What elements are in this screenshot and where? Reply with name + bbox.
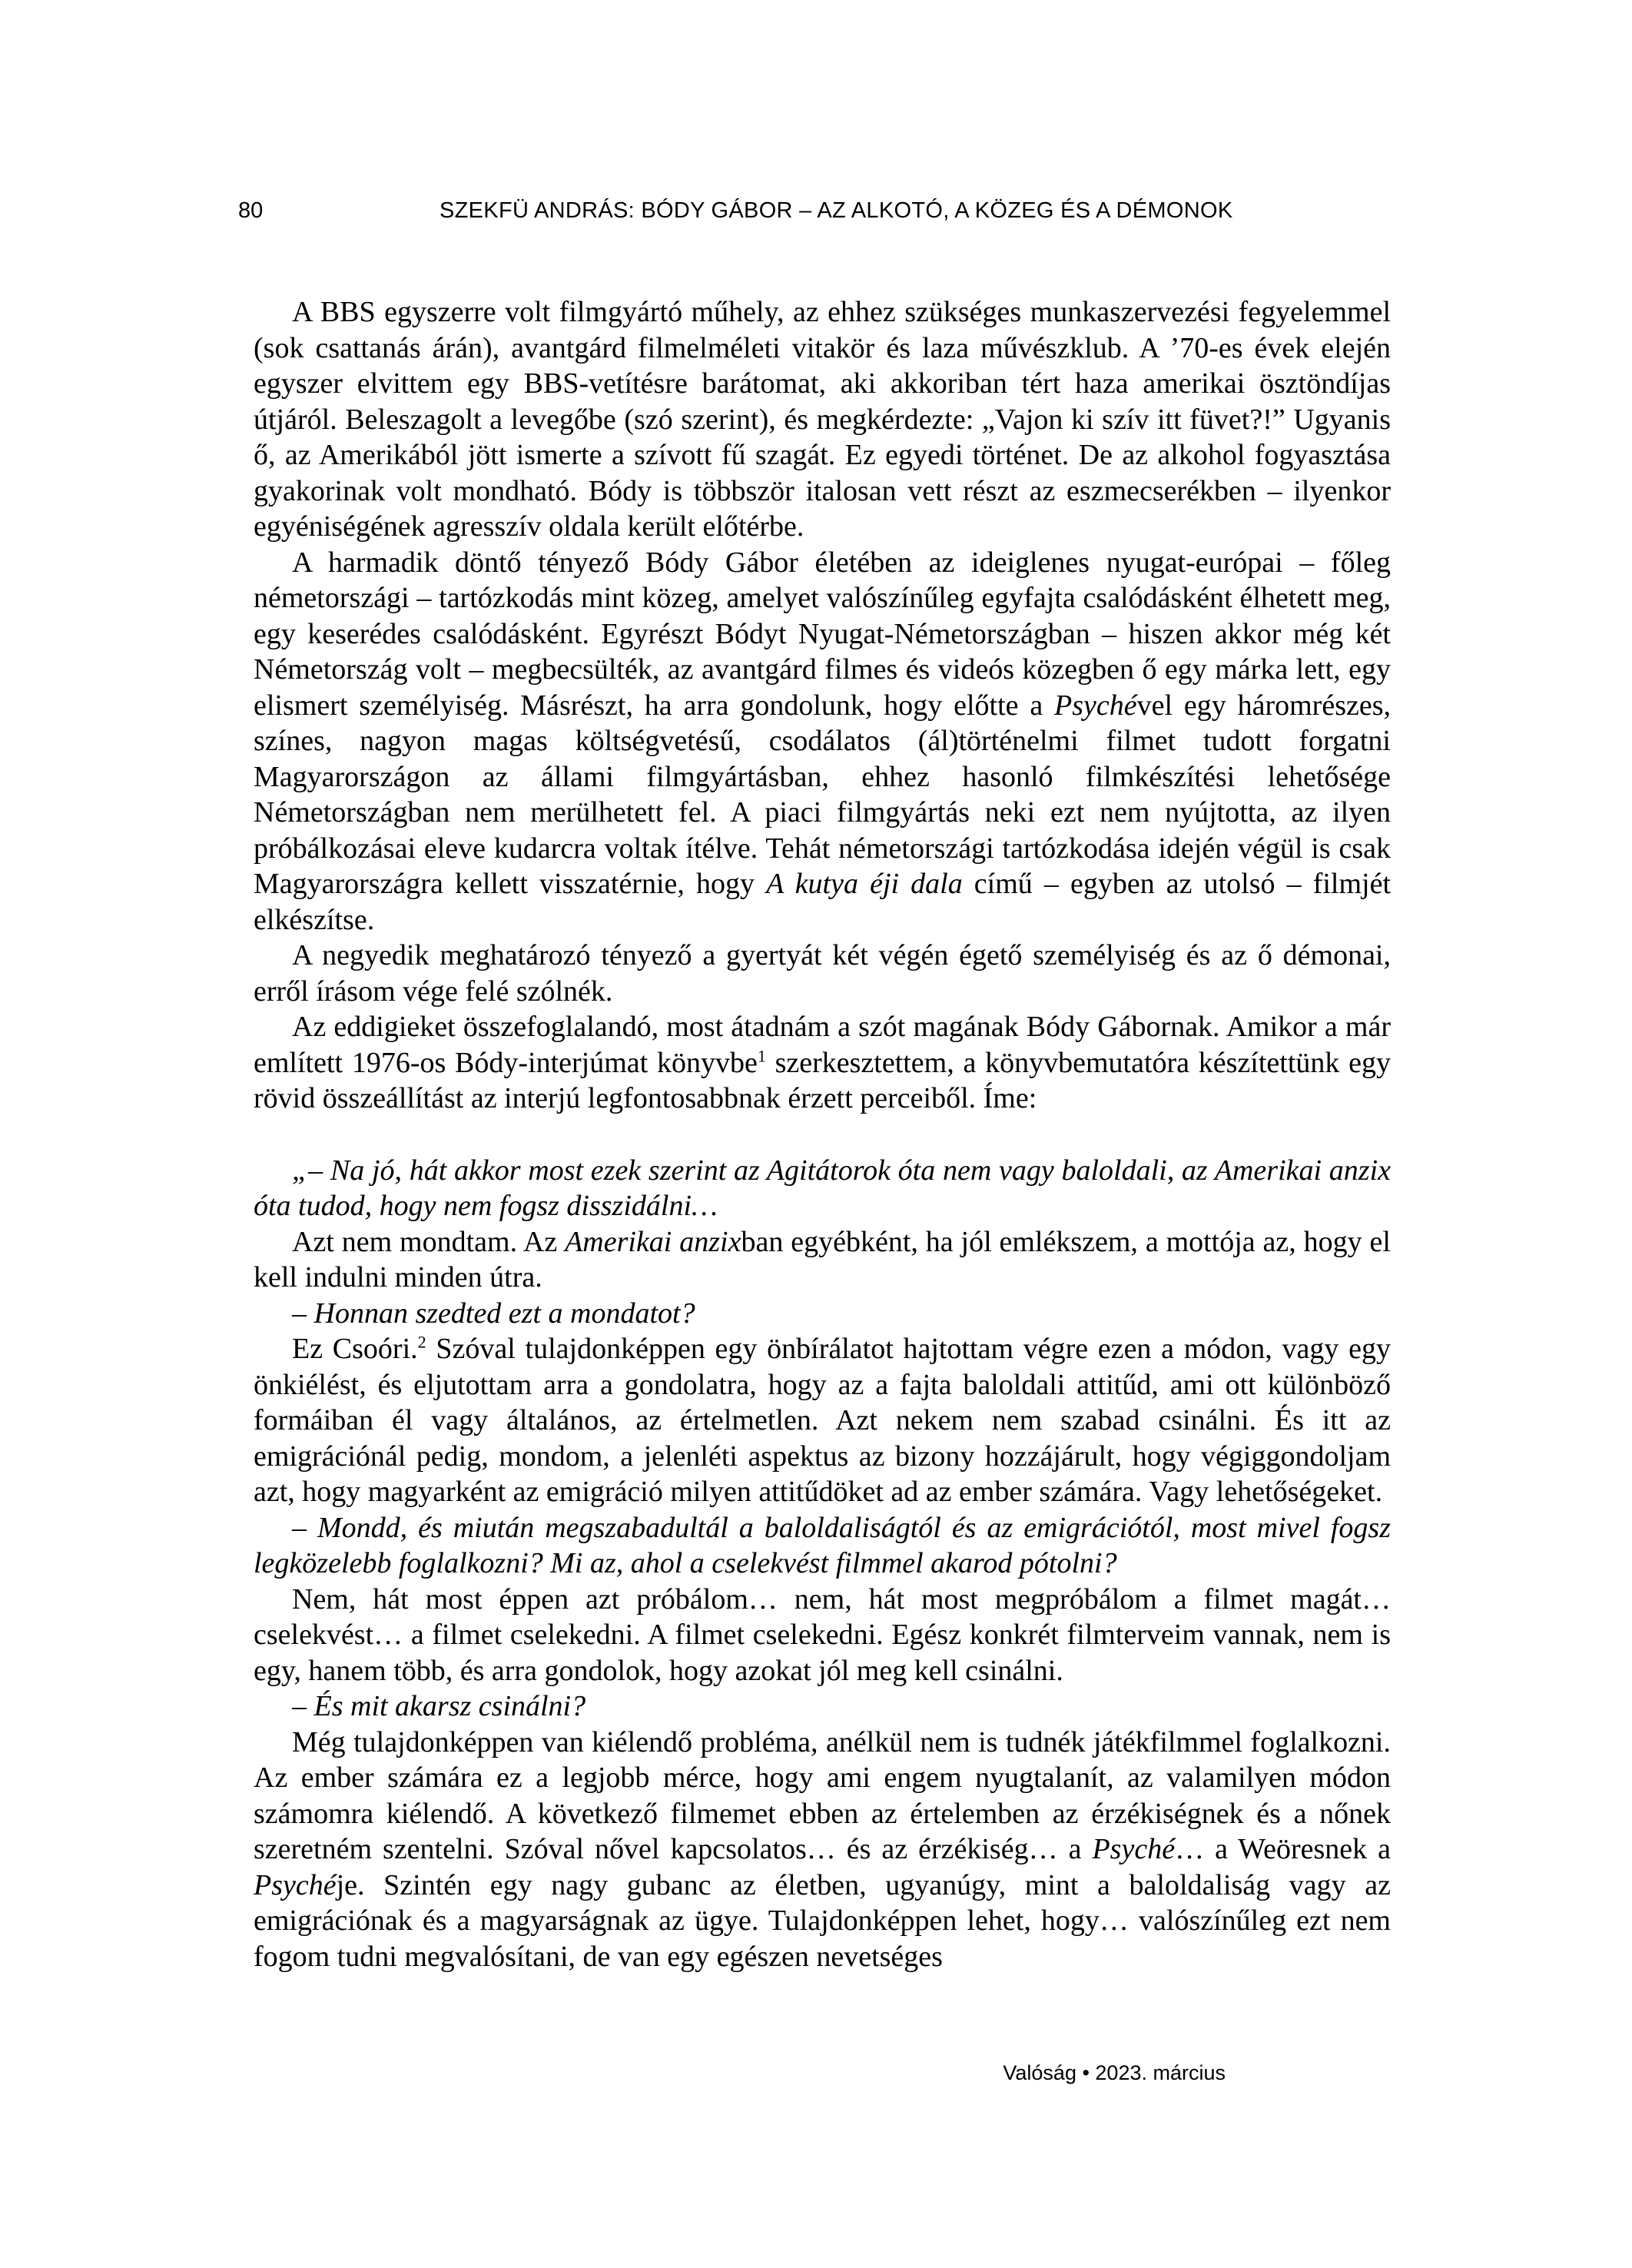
italic-title-run: A kutya éji dala (766, 868, 963, 900)
text-run: A negyedik meghatározó tényező a gyertyát két végén égető személyiség és az ő démonai, erről írásom vége felé szólnék. (254, 939, 1391, 1008)
paragraph (254, 1331, 1391, 1510)
italic-title-run: Psyché (1092, 1833, 1176, 1865)
text-run: Az eddigieket összefoglalandó, most átadnám a szót magának Bódy Gábornak. Amikor a már említett 1976-os Bódy-interjúmat könyvbe (254, 1011, 1391, 1079)
page-number: 80 (238, 198, 264, 223)
footnote-reference: 1 (757, 1045, 766, 1065)
paragraph (254, 1224, 1391, 1296)
footnote-reference: 2 (417, 1332, 426, 1352)
italic-title-run: Amerikai anzix (565, 1225, 741, 1258)
running-header-title: SZEKFÜ ANDRÁS: BÓDY GÁBOR – AZ ALKOTÓ, A KÖZEG ÉS A DÉMONOK (440, 198, 1233, 223)
italic-title-run: Psyché (254, 1868, 337, 1901)
text-run: – Honnan szedted ezt a mondatot? (292, 1297, 695, 1330)
text-run: je. Szintén egy nagy gubanc az életben, ugyanúgy, mint a baloldaliság vagy az emigrációnak és a magyarságnak az ügye. Tulajdonképpen lehet, hogy… valószínűleg ezt nem fogom tudni megvalósítani, de van egy egészen nevetséges (254, 1868, 1391, 1973)
text-run: Ez Csoóri. (292, 1333, 418, 1365)
paragraph (254, 1582, 1391, 1689)
paragraph (254, 938, 1391, 1009)
text-run: vel egy háromrészes, színes, nagyon magas költségvetésű, csodálatos (ál)történelmi filmet tudott forgatni Magyarországon az állami filmgyártásban, ehhez hasonló filmkészítési lehetősége Németországban nem merülhetett fel. A piaci filmgyártás neki ezt nem nyújtotta, az ilyen próbálkozásai eleve kudarcra voltak ítélve. Tehát németországi tartózkodása idején végül is csak Magyarországra kellett visszatérnie, hogy (254, 689, 1392, 900)
text-run: szerkesztettem, a könyvbemutatóra készítettünk egy rövid összeállítást az interjú legfontosabbnak érzett perceiből. Íme: (254, 1046, 1392, 1114)
italic-title-run: Psyché (1054, 689, 1137, 722)
paragraph (254, 545, 1391, 938)
paragraph (254, 1510, 1391, 1582)
text-run: – És mit akarsz csinálni? (292, 1690, 586, 1722)
text-run: … a Weöresnek a (1175, 1833, 1391, 1865)
paragraph (254, 1725, 1391, 1975)
article-body (254, 294, 1391, 1974)
text-run: Még tulajdonképpen van kiélendő probléma, anélkül nem is tudnék játékfilmmel foglalkozni. Az ember számára ez a legjobb mérce, hogy ami engem nyugtalanít, az valamilyen módon számomra kiélendő. A következő filmemet ebben az értelemben az érzékiségnek és a nőnek szeretném szentelni. Szóval nővel kapcsolatos… és az érzékiség… a (254, 1725, 1391, 1865)
paragraph (254, 1153, 1391, 1224)
text-run: Azt nem mondtam. Az (292, 1225, 566, 1258)
paragraph (254, 1296, 1391, 1332)
text-run: „– Na jó, hát akkor most ezek szerint az Agitátorok óta nem vagy baloldali, az Amerikai anzix óta tudod, hogy nem fogsz disszidálni… (254, 1154, 1391, 1222)
text-run: Szóval tulajdonképpen egy önbírálatot hajtottam végre ezen a módon, vagy egy önkiélést, és eljutottam arra a gondolatra, hogy az a fajta baloldali attitűd, ami ott különböző formáiban él vagy általános, az értelmetlen. Azt nekem nem szabad csinálni. És itt az emigrációnál pedig, mondom, a jelenléti aspektus az bizony hozzájárult, hogy végiggondoljam azt, hogy magyarként az emigráció milyen attitűdöket ad az ember számára. Vagy lehetőségeket. (254, 1333, 1391, 1508)
paragraph (254, 1689, 1391, 1725)
paragraph (254, 294, 1391, 545)
text-run: A harmadik döntő tényező Bódy Gábor életében az ideiglenes nyugat-európai – főleg németországi – tartózkodás mint közeg, amelyet valószínűleg egyfajta csalódásként élhetett meg, egy keserédes csalódásként. Egyrészt Bódyt Nyugat-Németországban – hiszen akkor még két Németország volt – megbecsülték, az avantgárd filmes és videós közegben ő egy márka lett, egy elismert személyiség. Másrészt, ha arra gondolunk, hogy előtte a (254, 546, 1391, 722)
text-run: A BBS egyszerre volt filmgyártó műhely, az ehhez szükséges munkaszervezési fegyelemmel (sok csattanás árán), avantgárd filmelméleti vitakör és laza művészklub. A ’70-es évek elején egyszer elvittem egy BBS-vetítésre barátomat, aki akkoriban tért haza amerikai ösztöndíjas útjáról. Beleszagolt a levegőbe (szó szerint), és megkérdezte: „Vajon ki szív itt füvet?!” Ugyanis ő, az Amerikából jött ismerte a szívott fű szagát. Ez egyedi történet. De az alkohol fogyasztása gyakorinak volt mondható. Bódy is többször italosan vett részt az eszmecserékben – ilyenkor egyéniségének agresszív oldala került előtérbe. (254, 296, 1391, 543)
journal-footer: Valóság • 2023. március (1003, 2061, 1226, 2084)
text-run: című – egyben az utolsó – filmjét elkészítse. (254, 868, 1392, 936)
text-run: – Mondd, és miután megszabadultál a baloldaliságtól és az emigrációtól, most mivel fogsz legközelebb foglalkozni? Mi az, ahol a cselekvést filmmel akarod pótolni? (254, 1511, 1391, 1579)
text-run: ban egyébként, ha jól emlékszem, a mottója az, hogy el kell indulni minden útra. (254, 1225, 1391, 1293)
paragraph (254, 1009, 1391, 1117)
text-run: Nem, hát most éppen azt próbálom… nem, hát most megpróbálom a filmet magát… cselekvést… a filmet cselekedni. A filmet cselekedni. Egész konkrét filmterveim vannak, nem is egy, hanem több, és arra gondolok, hogy azokat jól meg kell csinálni. (254, 1582, 1391, 1687)
